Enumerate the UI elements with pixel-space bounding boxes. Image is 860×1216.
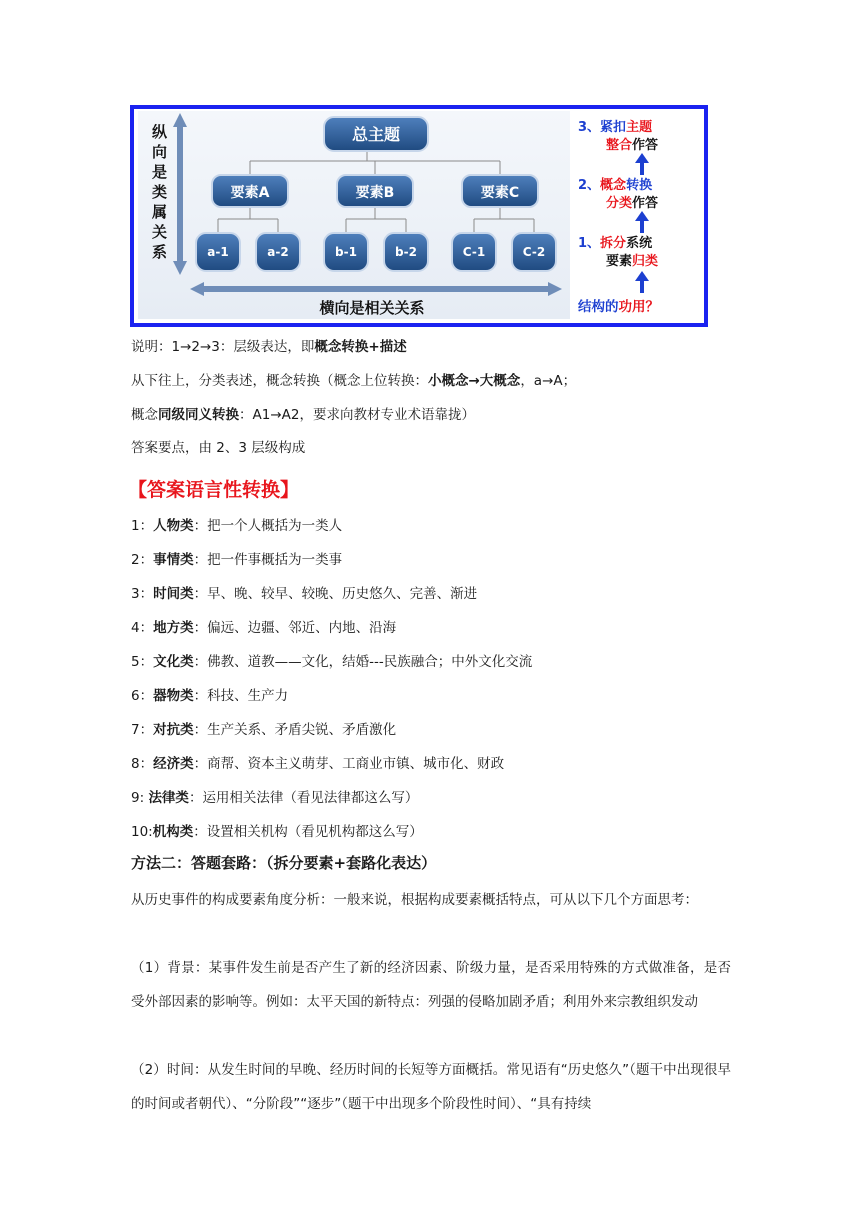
- list-item: 8：经济类：商帮、资本主义萌芽、工商业市镇、城市化、财政: [131, 756, 505, 772]
- vertical-label: [151, 123, 168, 261]
- note-emphasis: 小概念→大概念: [428, 373, 521, 389]
- step-2-line2: 分类作答: [606, 196, 659, 211]
- note-text: 说明：1→2→3：层级表达，即: [131, 339, 315, 355]
- method-two-paragraph-1: （1）背景：某事件发生前是否产生了新的经济因素、阶级力量，是否采用特殊的方式做准备，是否受外部因素的影响等。例如：太平天国的新特点：列强的侵略加剧矛盾；利用外来宗教组织发动: [131, 960, 731, 1010]
- leaf-node: [452, 233, 496, 271]
- note-emphasis: 同级同义转换: [158, 407, 239, 423]
- section-title: 【答案语言性转换】: [128, 479, 300, 501]
- element-node-b: [337, 175, 413, 207]
- leaf-node: [512, 233, 556, 271]
- step-3-line2: 整合作答: [606, 138, 659, 153]
- step-1-line2: 要素归类: [606, 254, 659, 269]
- note-text: ：A1→A2，要求向教材专业术语靠拢）: [239, 407, 475, 423]
- steps-column: [578, 119, 659, 315]
- element-node-a: [212, 175, 288, 207]
- vertical-label-char: 向: [152, 143, 168, 161]
- note-line-1: [131, 337, 731, 357]
- note-text: 从下往上，分类表述，概念转换（概念上位转换：: [131, 373, 428, 389]
- leaf-label: a-1: [207, 245, 229, 259]
- leaf-label: b-2: [395, 245, 417, 259]
- leaf-node: [196, 233, 240, 271]
- note-text: ，a→A；: [520, 373, 577, 389]
- vertical-label-char: 是: [152, 163, 168, 181]
- list-item: 10:机构类：设置相关机构（看见机构都这么写）: [131, 824, 423, 840]
- leaf-label: a-2: [267, 245, 289, 259]
- up-arrow-icon: [635, 153, 649, 175]
- list-item: 5：文化类：佛教、道教——文化，结婚---民族融合；中外文化交流: [131, 654, 533, 670]
- up-arrow-icon: [635, 211, 649, 233]
- structure-diagram: [130, 105, 708, 327]
- top-node: [324, 117, 428, 151]
- list-item: 4：地方类：偏远、边疆、邻近、内地、沿海: [131, 620, 397, 636]
- vertical-label-char: 类: [152, 183, 168, 201]
- note-line-4: 答案要点，由 2、3 层级构成: [131, 440, 306, 456]
- note-emphasis: 概念转换+描述: [314, 339, 407, 355]
- list-item: 7：对抗类：生产关系、矛盾尖锐、矛盾激化: [131, 722, 397, 738]
- note-text: 概念: [131, 407, 158, 423]
- step-3-line1: 3、紧扣主题: [578, 120, 653, 135]
- vertical-label-char: 系: [152, 243, 168, 261]
- method-two-paragraph-2: （2）时间：从发生时间的早晚、经历时间的长短等方面概括。常见语有“历史悠久”（题干中出现很早的时间或者朝代）、“分阶段”“逐步”（题干中出现多个阶段性时间）、“具有持续: [131, 1062, 731, 1112]
- horizontal-label: 横向是相关关系: [319, 299, 425, 317]
- list-item: 1：人物类：把一个人概括为一类人: [131, 518, 343, 534]
- note-line-3: [131, 405, 731, 425]
- leaf-label: C-1: [462, 245, 486, 259]
- leaf-node: [384, 233, 428, 271]
- list-item: 2：事情类：把一件事概括为一类事: [131, 552, 343, 568]
- list-item: 3：时间类：早、晚、较早、较晚、历史悠久、完善、渐进: [131, 586, 478, 602]
- method-two-intro: 从历史事件的构成要素角度分析：一般来说，根据构成要素概括特点，可从以下几个方面思考：: [131, 892, 698, 908]
- element-label: 要素A: [230, 185, 270, 201]
- step-1-line1: 1、拆分系统: [578, 236, 653, 251]
- vertical-label-char: 纵: [152, 123, 168, 141]
- list-item: 6：器物类：科技、生产力: [131, 688, 289, 704]
- vertical-label-char: 属: [152, 203, 168, 221]
- structure-function-caption: 结构的功用？: [578, 299, 659, 315]
- element-node-c: [462, 175, 538, 207]
- leaf-node: [256, 233, 300, 271]
- up-arrow-icon: [635, 271, 649, 293]
- element-label: 要素B: [355, 185, 395, 201]
- step-2-line1: 2、概念转换: [578, 178, 653, 193]
- vertical-label-char: 关: [152, 223, 168, 241]
- method-two-title: 方法二：答题套路：（拆分要素+套路化表达）: [131, 854, 437, 872]
- leaf-label: b-1: [335, 245, 357, 259]
- leaf-node: [324, 233, 368, 271]
- list-item: 9: 法律类：运用相关法律（看见法律都这么写）: [131, 790, 419, 806]
- top-node-label: 总主题: [351, 125, 401, 144]
- leaf-label: C-2: [522, 245, 546, 259]
- diagram-canvas: [134, 109, 704, 323]
- note-line-2: [131, 371, 731, 391]
- element-label: 要素C: [480, 185, 520, 201]
